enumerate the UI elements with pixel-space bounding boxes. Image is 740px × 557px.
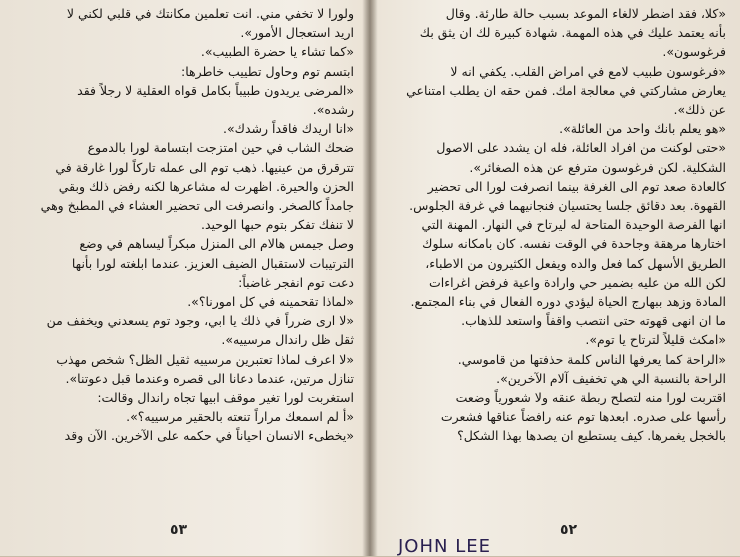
text-line: الشكلية. لكن فرغوسون مترفع عن هذه الصغائر». [469, 159, 726, 175]
text-line: لا تنفك تفكر بتوم حبها الوحيد. [201, 217, 354, 233]
text-line: كالعادة صعد توم الى الغرفة بينما انصرفت لورا الى تحضير [427, 178, 726, 194]
text-line: «امكث قليلاً لترتاح يا توم». [585, 332, 726, 348]
text-line: «يخطىء الانسان احياناً في حكمه على الآخرين. الآن وقد [64, 428, 354, 444]
text-line: استغربت لورا تغير موقف ابيها تجاه راندال وقالت: [97, 390, 354, 406]
text-line: «أ لم اسمعك مراراً تنعته بالحقير مرسييه؟». [126, 409, 354, 425]
right-page [382, 4, 726, 524]
text-line: «فرغوسون طبيب لامع في امراض القلب. يكفي انه لا [450, 63, 726, 79]
text-line: يعارض مشاركتي في معالجة امك. فمن حقه ان يطلب امتناعي [406, 82, 726, 98]
text-line: «المرضى يريدون طبيباً بكامل قواه العقلية لا رجلاً فقد [77, 82, 354, 98]
text-line: ولورا لا تخفي مني. انت تعلمين مكانتك في قلبي لكني لا [66, 6, 354, 21]
text-line: جامداً كالصخر. وانصرفت الى تحضير العشاء في المطبخ وهي [40, 198, 354, 214]
left-page-number: ٥٣ [170, 522, 188, 538]
text-line: انها الفرصة الوحيدة المتاحة له ليرتاح في النهار. المهنة التي [421, 217, 726, 233]
text-line: «حتى لوكنت من افراد العائلة، فله ان يشدد على الاصول [436, 140, 726, 156]
text-line: تنازل مرتين، عندما دعانا الى قصره وعندما قبل دعوتنا». [65, 370, 354, 386]
text-line: ما ان انهى قهوته حتى انتصب واقفاً واستعد للذهاب. [461, 313, 726, 329]
text-line: اقتربت لورا منه لتصلح ربطة عنقه ولا شعورياً وضعت [455, 390, 726, 406]
text-line: عن ذلك». [673, 102, 726, 118]
text-line: المادة وزهد ببهارج الحياة ليؤدي دوره الفعال في بناء المجتمع. [410, 294, 726, 310]
text-line: ابتسم توم وحاول تطييب خاطرها: [181, 63, 354, 79]
right-page-number: ٥٢ [560, 522, 578, 538]
text-line: دعت توم انفجر غاضباً: [238, 274, 354, 290]
text-line: «كلا، فقد اضطر لالغاء الموعد بسبب حالة طارئة. وقال [445, 6, 726, 21]
text-line: وصل جيمس هالام الى المنزل مبكراً ليساهم في وضع [79, 236, 354, 252]
text-line: الراحة بالنسبة الي هي تخفيف آلام الآخرين». [496, 370, 726, 386]
text-line: رشده». [312, 102, 354, 118]
left-page [6, 4, 354, 524]
book-gutter [362, 0, 378, 556]
text-line: الترتيبات لاستقبال الضيف العزيز. عندما ابلغته لورا بأنها [71, 255, 354, 271]
text-line: اريد استعجال الأمور». [240, 25, 354, 41]
text-line: بالخجل يغمرها. كيف يستطيع ان يصدها بهذا الشكل؟ [457, 428, 726, 444]
text-line: اختارها مرهقة وجاحدة في الوقت نفسه. كان بامكانه سلوك [422, 236, 726, 252]
text-line: «الراحة كما يعرفها الناس كلمة حذفتها من قاموسي. [457, 351, 726, 367]
text-line: ثقل ظل راندال مرسييه». [221, 332, 354, 348]
text-line: فرغوسون». [662, 44, 726, 60]
text-line: رأسها على صدره. ابعدها توم عنه رافضاً عناقها فشعرت [440, 409, 726, 425]
text-line: لكن الله من عليه بضمير حي وارادة واعية فرفض اغراءات [429, 274, 726, 290]
text-line: «لماذا تقحمينه في كل امورنا؟». [187, 294, 354, 310]
text-line: «كما تشاء يا حضرة الطبيب». [200, 44, 354, 60]
text-line: «لا ارى ضرراً في ذلك يا ابي، وجود توم يسعدني ويخفف من [46, 313, 354, 329]
text-line: بأنه يعتمد عليك في هذه المهمة. شهادة كبيرة لك ان يثق بك [419, 25, 726, 41]
text-line: «انا اريدك فاقداً رشدك». [223, 121, 354, 137]
text-line: الطريق الأسهل كما فعل والده ويفعل الكثيرون من الاطباء، [425, 255, 726, 271]
handwritten-signature: JOHN LEE [398, 536, 491, 557]
text-line: ضحك الشاب في حين امتزجت ابتسامة لورا بالدموع [87, 140, 354, 156]
text-line: القهوة. بعد دقائق جلسا يحتسيان فنجانيهما في غرفة الجلوس. [409, 198, 726, 214]
text-line: تترقرق من عينيها. ذهب توم الى عمله تاركاً لورا غارقة في [55, 159, 354, 175]
text-line: «لا اعرف لماذا تعتبرين مرسييه ثقيل الظل؟ شخص مهذب [56, 351, 354, 367]
text-line: «هو يعلم بانك واحد من العائلة». [559, 121, 726, 137]
text-line: الحزن والحيرة. اظهرت له مشاعرها لكنه رفض ذلك وبقي [58, 178, 354, 194]
